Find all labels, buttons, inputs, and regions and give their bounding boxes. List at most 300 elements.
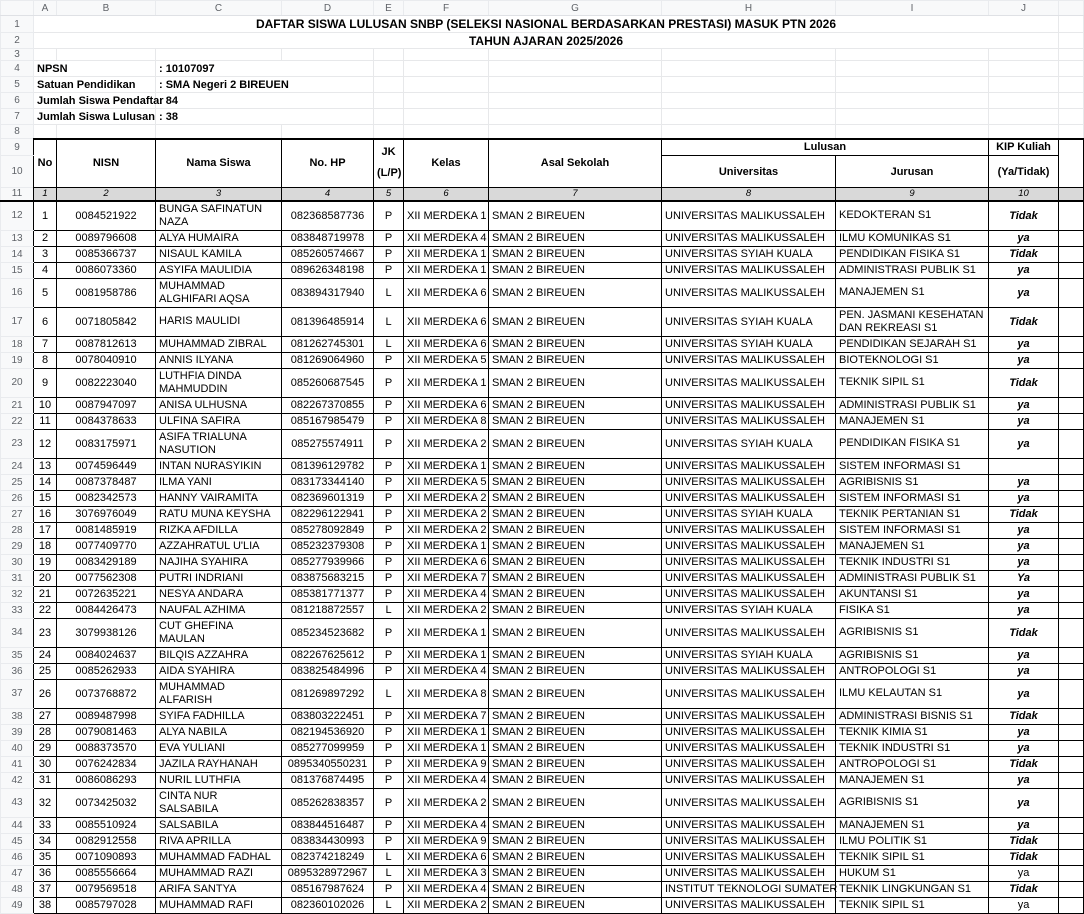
doc-title-line1[interactable]: DAFTAR SISWA LULUSAN SNBP (SELEKSI NASIONAL BERDASARKAN PRESTASI) MASUK PTN 2026 (34, 16, 1059, 33)
cell-no[interactable]: 25 (34, 663, 57, 679)
cell-kelas[interactable]: XII MERDEKA 4 (404, 817, 489, 833)
grid-cell[interactable] (374, 125, 404, 139)
col-header-jurusan[interactable]: Jurusan (836, 156, 989, 188)
cell-jk[interactable]: L (374, 278, 404, 307)
cell-extra[interactable] (1059, 602, 1084, 618)
cell-universitas[interactable]: UNIVERSITAS MALIKUSSALEH (662, 570, 836, 586)
cell-no[interactable]: 12 (34, 429, 57, 458)
cell-asal-sekolah[interactable]: SMAN 2 BIREUEN (489, 522, 662, 538)
cell-universitas[interactable]: INSTITUT TEKNOLOGI SUMATER (662, 881, 836, 897)
cell-kelas[interactable]: XII MERDEKA 4 (404, 230, 489, 246)
cell-no-hp[interactable]: 0895340550231 (282, 756, 374, 772)
cell-kip[interactable]: Tidak (989, 246, 1059, 262)
cell-kelas[interactable]: XII MERDEKA 6 (404, 307, 489, 336)
cell-no-hp[interactable]: 082368587736 (282, 201, 374, 231)
cell-jurusan[interactable]: ILMU POLITIK S1 (836, 833, 989, 849)
cell-nisn[interactable]: 0084024637 (57, 647, 156, 663)
cell-jurusan[interactable]: PENDIDIKAN FISIKA S1 (836, 429, 989, 458)
cell-universitas[interactable]: UNIVERSITAS MALIKUSSALEH (662, 740, 836, 756)
cell-kip[interactable]: ya (989, 522, 1059, 538)
cell-no-hp[interactable]: 0895328972967 (282, 865, 374, 881)
col-number[interactable]: 4 (282, 188, 374, 201)
cell-extra[interactable] (1059, 586, 1084, 602)
cell-nisn[interactable]: 0085262933 (57, 663, 156, 679)
grid-cell[interactable] (404, 93, 489, 109)
cell-extra[interactable] (1059, 458, 1084, 474)
cell-no-hp[interactable]: 085232379308 (282, 538, 374, 554)
cell-nisn[interactable]: 0071090893 (57, 849, 156, 865)
cell-extra[interactable] (1059, 897, 1084, 913)
cell-no[interactable]: 17 (34, 522, 57, 538)
cell-jurusan[interactable]: TEKNIK SIPIL S1 (836, 897, 989, 913)
cell-kip[interactable]: ya (989, 278, 1059, 307)
cell-nisn[interactable]: 0087812613 (57, 336, 156, 352)
cell-nama[interactable]: PUTRI INDRIANI (156, 570, 282, 586)
cell-extra[interactable] (1059, 413, 1084, 429)
cell-kip[interactable]: ya (989, 352, 1059, 368)
cell-no[interactable]: 22 (34, 602, 57, 618)
cell-nisn[interactable]: 0084378633 (57, 413, 156, 429)
row-header[interactable]: 18 (1, 336, 34, 352)
row-header[interactable]: 14 (1, 246, 34, 262)
cell-nisn[interactable]: 0081485919 (57, 522, 156, 538)
cell-universitas[interactable]: UNIVERSITAS MALIKUSSALEH (662, 817, 836, 833)
cell-nama[interactable]: MUHAMMAD RAFI (156, 897, 282, 913)
cell-jk[interactable]: P (374, 570, 404, 586)
cell-nama[interactable]: ANNIS ILYANA (156, 352, 282, 368)
cell-kelas[interactable]: XII MERDEKA 7 (404, 708, 489, 724)
cell-no-hp[interactable]: 082374218249 (282, 849, 374, 865)
row-header[interactable]: 26 (1, 490, 34, 506)
grid-cell[interactable] (836, 77, 989, 93)
grid-cell[interactable] (1059, 125, 1084, 139)
row-header[interactable]: 7 (1, 109, 34, 125)
row-header[interactable]: 9 (1, 139, 34, 156)
cell-extra[interactable] (1059, 368, 1084, 397)
cell-jk[interactable]: P (374, 397, 404, 413)
cell-nama[interactable]: JAZILA RAYHANAH (156, 756, 282, 772)
cell-universitas[interactable]: UNIVERSITAS MALIKUSSALEH (662, 230, 836, 246)
cell-nisn[interactable]: 3079938126 (57, 618, 156, 647)
cell-no-hp[interactable]: 085167985479 (282, 413, 374, 429)
cell-extra[interactable] (1059, 397, 1084, 413)
cell-nisn[interactable]: 0073768872 (57, 679, 156, 708)
cell-kip[interactable]: ya (989, 602, 1059, 618)
cell-jk[interactable]: P (374, 817, 404, 833)
cell-jk[interactable]: L (374, 865, 404, 881)
cell-kelas[interactable]: XII MERDEKA 6 (404, 554, 489, 570)
cell-nama[interactable]: SYIFA FADHILLA (156, 708, 282, 724)
cell-no[interactable]: 18 (34, 538, 57, 554)
cell-jurusan[interactable]: SISTEM INFORMASI S1 (836, 458, 989, 474)
cell-jurusan[interactable]: MANAJEMEN S1 (836, 413, 989, 429)
cell-no[interactable]: 26 (34, 679, 57, 708)
cell-kip[interactable]: ya (989, 724, 1059, 740)
cell-extra[interactable] (1059, 865, 1084, 881)
row-header[interactable]: 11 (1, 188, 34, 201)
cell-jk[interactable]: P (374, 522, 404, 538)
grid-cell[interactable] (836, 109, 989, 125)
cell-nisn[interactable]: 0082912558 (57, 833, 156, 849)
row-header[interactable]: 49 (1, 897, 34, 913)
cell-universitas[interactable]: UNIVERSITAS SYIAH KUALA (662, 429, 836, 458)
cell-no[interactable]: 16 (34, 506, 57, 522)
cell-extra[interactable] (1059, 647, 1084, 663)
cell-no-hp[interactable]: 085275574911 (282, 429, 374, 458)
cell-kelas[interactable]: XII MERDEKA 8 (404, 679, 489, 708)
grid-cell[interactable] (57, 125, 156, 139)
cell-nama[interactable]: RIVA APRILLA (156, 833, 282, 849)
cell-no-hp[interactable]: 081269064960 (282, 352, 374, 368)
cell-nama[interactable]: AIDA SYAHIRA (156, 663, 282, 679)
cell-kip[interactable]: ya (989, 336, 1059, 352)
cell-kip[interactable]: ya (989, 262, 1059, 278)
cell-kip[interactable]: ya (989, 740, 1059, 756)
cell-universitas[interactable]: UNIVERSITAS SYIAH KUALA (662, 506, 836, 522)
cell-jurusan[interactable]: KEDOKTERAN S1 (836, 201, 989, 231)
cell-extra[interactable] (1059, 278, 1084, 307)
cell-jurusan[interactable]: TEKNIK PERTANIAN S1 (836, 506, 989, 522)
cell-jurusan[interactable]: AGRIBISNIS S1 (836, 474, 989, 490)
cell-universitas[interactable]: UNIVERSITAS MALIKUSSALEH (662, 458, 836, 474)
cell-jurusan[interactable]: ADMINISTRASI PUBLIK S1 (836, 262, 989, 278)
cell-no[interactable]: 28 (34, 724, 57, 740)
meta-value-jumlah-lulusan[interactable]: : 38 (156, 109, 374, 125)
cell-extra[interactable] (1059, 506, 1084, 522)
cell-asal-sekolah[interactable]: SMAN 2 BIREUEN (489, 602, 662, 618)
cell-kelas[interactable]: XII MERDEKA 2 (404, 506, 489, 522)
cell-jurusan[interactable]: MANAJEMEN S1 (836, 278, 989, 307)
row-header[interactable]: 15 (1, 262, 34, 278)
row-header[interactable]: 2 (1, 33, 34, 49)
grid-cell[interactable] (404, 77, 489, 93)
cell-no[interactable]: 1 (34, 201, 57, 231)
cell-extra[interactable] (1059, 740, 1084, 756)
cell-kip[interactable]: Tidak (989, 368, 1059, 397)
cell-kip[interactable]: Tidak (989, 618, 1059, 647)
cell-jk[interactable]: P (374, 554, 404, 570)
grid-cell[interactable] (836, 49, 989, 61)
col-number[interactable] (1059, 188, 1084, 201)
cell-kip[interactable]: Tidak (989, 756, 1059, 772)
cell-kip[interactable]: ya (989, 538, 1059, 554)
cell-universitas[interactable]: UNIVERSITAS MALIKUSSALEH (662, 554, 836, 570)
column-header-g[interactable]: G (489, 1, 662, 16)
cell-kelas[interactable]: XII MERDEKA 2 (404, 602, 489, 618)
cell-jk[interactable]: P (374, 429, 404, 458)
cell-no[interactable]: 7 (34, 336, 57, 352)
cell-nisn[interactable]: 0085366737 (57, 246, 156, 262)
cell-jk[interactable]: P (374, 201, 404, 231)
grid-cell[interactable] (1059, 33, 1084, 49)
col-header-nama-siswa[interactable]: Nama Siswa (156, 139, 282, 188)
cell-kelas[interactable]: XII MERDEKA 4 (404, 663, 489, 679)
cell-kip[interactable]: Tidak (989, 506, 1059, 522)
cell-universitas[interactable]: UNIVERSITAS MALIKUSSALEH (662, 663, 836, 679)
cell-nama[interactable]: EVA YULIANI (156, 740, 282, 756)
meta-label-satuan-pendidikan[interactable]: Satuan Pendidikan (34, 77, 156, 93)
cell-universitas[interactable]: UNIVERSITAS MALIKUSSALEH (662, 833, 836, 849)
cell-nama[interactable]: RIZKA AFDILLA (156, 522, 282, 538)
grid-cell[interactable] (34, 125, 57, 139)
cell-extra[interactable] (1059, 881, 1084, 897)
cell-extra[interactable] (1059, 538, 1084, 554)
cell-jurusan[interactable]: ADMINISTRASI PUBLIK S1 (836, 570, 989, 586)
row-header[interactable]: 43 (1, 788, 34, 817)
grid-cell[interactable] (662, 49, 836, 61)
cell-extra[interactable] (1059, 724, 1084, 740)
cell-asal-sekolah[interactable]: SMAN 2 BIREUEN (489, 429, 662, 458)
cell-kip[interactable]: Tidak (989, 708, 1059, 724)
grid-cell[interactable] (1059, 61, 1084, 77)
cell-nama[interactable]: NAUFAL AZHIMA (156, 602, 282, 618)
cell-nama[interactable]: NISAUL KAMILA (156, 246, 282, 262)
cell-nama[interactable]: ASIFA TRIALUNA NASUTION (156, 429, 282, 458)
grid-cell[interactable] (489, 109, 662, 125)
cell-jurusan[interactable]: AGRIBISNIS S1 (836, 618, 989, 647)
cell-kelas[interactable]: XII MERDEKA 8 (404, 413, 489, 429)
cell-kelas[interactable]: XII MERDEKA 1 (404, 368, 489, 397)
cell-jk[interactable]: P (374, 756, 404, 772)
cell-no-hp[interactable]: 081396129782 (282, 458, 374, 474)
cell-nama[interactable]: INTAN NURASYIKIN (156, 458, 282, 474)
grid-cell[interactable] (489, 125, 662, 139)
cell-extra[interactable] (1059, 788, 1084, 817)
cell-kip[interactable]: ya (989, 474, 1059, 490)
row-header[interactable]: 47 (1, 865, 34, 881)
grid-cell[interactable] (404, 49, 489, 61)
grid-cell[interactable] (404, 125, 489, 139)
col-number[interactable]: 5 (374, 188, 404, 201)
cell-jurusan[interactable]: TEKNIK LINGKUNGAN S1 (836, 881, 989, 897)
cell-nisn[interactable]: 0081958786 (57, 278, 156, 307)
doc-title-line2[interactable]: TAHUN AJARAN 2025/2026 (34, 33, 1059, 49)
cell-extra[interactable] (1059, 849, 1084, 865)
cell-nisn[interactable]: 0089796608 (57, 230, 156, 246)
cell-asal-sekolah[interactable]: SMAN 2 BIREUEN (489, 201, 662, 231)
cell-extra[interactable] (1059, 708, 1084, 724)
cell-asal-sekolah[interactable]: SMAN 2 BIREUEN (489, 849, 662, 865)
cell-jurusan[interactable]: ANTROPOLOGI S1 (836, 756, 989, 772)
col-header-jk[interactable] (374, 139, 404, 188)
grid-cell[interactable] (489, 49, 662, 61)
row-header[interactable]: 36 (1, 663, 34, 679)
row-header[interactable]: 21 (1, 397, 34, 413)
cell-jk[interactable]: P (374, 586, 404, 602)
cell-kelas[interactable]: XII MERDEKA 2 (404, 788, 489, 817)
cell-nama[interactable]: RATU MUNA KEYSHA (156, 506, 282, 522)
row-header[interactable]: 39 (1, 724, 34, 740)
grid-cell[interactable] (489, 61, 662, 77)
cell-nama[interactable]: HANNY VAIRAMITA (156, 490, 282, 506)
cell-kelas[interactable]: XII MERDEKA 1 (404, 724, 489, 740)
cell-kelas[interactable]: XII MERDEKA 6 (404, 397, 489, 413)
cell-asal-sekolah[interactable]: SMAN 2 BIREUEN (489, 772, 662, 788)
grid-cell[interactable] (374, 77, 404, 93)
cell-universitas[interactable]: UNIVERSITAS MALIKUSSALEH (662, 278, 836, 307)
cell-no[interactable]: 32 (34, 788, 57, 817)
row-header[interactable]: 48 (1, 881, 34, 897)
cell-no-hp[interactable]: 083834430993 (282, 833, 374, 849)
cell-no[interactable]: 10 (34, 397, 57, 413)
col-number[interactable]: 3 (156, 188, 282, 201)
cell-asal-sekolah[interactable]: SMAN 2 BIREUEN (489, 724, 662, 740)
cell-jk[interactable]: P (374, 368, 404, 397)
cell-asal-sekolah[interactable]: SMAN 2 BIREUEN (489, 230, 662, 246)
cell-kip[interactable]: ya (989, 817, 1059, 833)
cell-universitas[interactable]: UNIVERSITAS SYIAH KUALA (662, 602, 836, 618)
cell-jk[interactable]: P (374, 708, 404, 724)
cell-jk[interactable]: L (374, 307, 404, 336)
cell-nisn[interactable]: 0084521922 (57, 201, 156, 231)
cell-nisn[interactable]: 0074596449 (57, 458, 156, 474)
grid-cell[interactable] (374, 109, 404, 125)
cell-universitas[interactable]: UNIVERSITAS MALIKUSSALEH (662, 586, 836, 602)
cell-no-hp[interactable]: 081376874495 (282, 772, 374, 788)
column-header-k-partial[interactable] (1059, 1, 1084, 16)
row-header[interactable]: 4 (1, 61, 34, 77)
grid-cell[interactable] (836, 125, 989, 139)
cell-universitas[interactable]: UNIVERSITAS SYIAH KUALA (662, 647, 836, 663)
col-number[interactable]: 7 (489, 188, 662, 201)
cell-no-hp[interactable]: 085277939966 (282, 554, 374, 570)
cell-jurusan[interactable]: TEKNIK INDUSTRI S1 (836, 740, 989, 756)
cell-nisn[interactable]: 0077562308 (57, 570, 156, 586)
col-number[interactable]: 8 (662, 188, 836, 201)
cell-no-hp[interactable]: 081396485914 (282, 307, 374, 336)
cell-no[interactable]: 9 (34, 368, 57, 397)
meta-value-satuan-pendidikan[interactable]: : SMA Negeri 2 BIREUEN (156, 77, 374, 93)
cell-no-hp[interactable]: 085260687545 (282, 368, 374, 397)
col-header-kelas[interactable]: Kelas (404, 139, 489, 188)
cell-asal-sekolah[interactable]: SMAN 2 BIREUEN (489, 554, 662, 570)
cell-jurusan[interactable]: ADMINISTRASI BISNIS S1 (836, 708, 989, 724)
grid-cell[interactable] (57, 49, 156, 61)
grid-cell[interactable] (989, 109, 1059, 125)
cell-asal-sekolah[interactable]: SMAN 2 BIREUEN (489, 246, 662, 262)
cell-asal-sekolah[interactable]: SMAN 2 BIREUEN (489, 817, 662, 833)
grid-cell[interactable] (989, 77, 1059, 93)
meta-value-jumlah-pendaftar[interactable]: : 84 (156, 93, 374, 109)
cell-extra[interactable] (1059, 772, 1084, 788)
cell-no[interactable]: 34 (34, 833, 57, 849)
cell-nama[interactable]: BUNGA SAFINATUN NAZA (156, 201, 282, 231)
cell-asal-sekolah[interactable]: SMAN 2 BIREUEN (489, 647, 662, 663)
cell-universitas[interactable]: UNIVERSITAS MALIKUSSALEH (662, 201, 836, 231)
grid-cell[interactable] (489, 93, 662, 109)
cell-kelas[interactable]: XII MERDEKA 1 (404, 246, 489, 262)
row-header[interactable]: 3 (1, 49, 34, 61)
row-header[interactable]: 30 (1, 554, 34, 570)
cell-nisn[interactable]: 0086073360 (57, 262, 156, 278)
grid-cell[interactable] (989, 93, 1059, 109)
cell-kelas[interactable]: XII MERDEKA 6 (404, 849, 489, 865)
cell-nama[interactable]: AZZAHRATUL U'LIA (156, 538, 282, 554)
cell-no-hp[interactable]: 085260574667 (282, 246, 374, 262)
row-header[interactable]: 27 (1, 506, 34, 522)
row-header[interactable]: 40 (1, 740, 34, 756)
cell-no[interactable]: 37 (34, 881, 57, 897)
col-header-no-hp[interactable]: No. HP (282, 139, 374, 188)
cell-kip[interactable]: Tidak (989, 849, 1059, 865)
cell-universitas[interactable]: UNIVERSITAS SYIAH KUALA (662, 307, 836, 336)
col-header-kip-kuliah[interactable]: KIP Kuliah (989, 139, 1059, 156)
cell-asal-sekolah[interactable]: SMAN 2 BIREUEN (489, 618, 662, 647)
row-header[interactable]: 33 (1, 602, 34, 618)
cell-jk[interactable]: L (374, 897, 404, 913)
row-header[interactable]: 31 (1, 570, 34, 586)
cell-nama[interactable]: ANISA ULHUSNA (156, 397, 282, 413)
cell-no[interactable]: 11 (34, 413, 57, 429)
cell-nisn[interactable]: 0085510924 (57, 817, 156, 833)
row-header[interactable]: 37 (1, 679, 34, 708)
cell-nisn[interactable]: 3076976049 (57, 506, 156, 522)
cell-no[interactable]: 4 (34, 262, 57, 278)
cell-jk[interactable]: P (374, 663, 404, 679)
cell-asal-sekolah[interactable]: SMAN 2 BIREUEN (489, 538, 662, 554)
cell-asal-sekolah[interactable]: SMAN 2 BIREUEN (489, 506, 662, 522)
cell-no[interactable]: 23 (34, 618, 57, 647)
cell-kip[interactable]: ya (989, 788, 1059, 817)
cell-kip[interactable]: ya (989, 554, 1059, 570)
col-header-lulusan[interactable]: Lulusan (662, 139, 989, 156)
cell-jk[interactable]: P (374, 538, 404, 554)
cell-no-hp[interactable]: 085234523682 (282, 618, 374, 647)
col-header-no[interactable]: No (34, 139, 57, 188)
row-header[interactable]: 44 (1, 817, 34, 833)
col-number[interactable]: 10 (989, 188, 1059, 201)
row-header[interactable]: 24 (1, 458, 34, 474)
row-header[interactable]: 23 (1, 429, 34, 458)
cell-kip[interactable]: ya (989, 772, 1059, 788)
cell-asal-sekolah[interactable]: SMAN 2 BIREUEN (489, 458, 662, 474)
col-number[interactable]: 6 (404, 188, 489, 201)
cell-jurusan[interactable]: BIOTEKNOLOGI S1 (836, 352, 989, 368)
cell-asal-sekolah[interactable]: SMAN 2 BIREUEN (489, 352, 662, 368)
column-header-e[interactable]: E (374, 1, 404, 16)
cell-universitas[interactable]: UNIVERSITAS MALIKUSSALEH (662, 772, 836, 788)
column-header-j[interactable]: J (989, 1, 1059, 16)
grid-cell[interactable] (282, 49, 374, 61)
cell-asal-sekolah[interactable]: SMAN 2 BIREUEN (489, 336, 662, 352)
cell-nisn[interactable]: 0071805842 (57, 307, 156, 336)
row-header[interactable]: 42 (1, 772, 34, 788)
cell-nama[interactable]: CINTA NUR SALSABILA (156, 788, 282, 817)
cell-no[interactable]: 31 (34, 772, 57, 788)
cell-extra[interactable] (1059, 246, 1084, 262)
grid-cell[interactable] (404, 109, 489, 125)
row-header[interactable]: 38 (1, 708, 34, 724)
cell-jurusan[interactable]: ILMU KOMUNIKAS S1 (836, 230, 989, 246)
cell-asal-sekolah[interactable]: SMAN 2 BIREUEN (489, 740, 662, 756)
cell-jk[interactable]: P (374, 772, 404, 788)
cell-extra[interactable] (1059, 756, 1084, 772)
cell-jurusan[interactable]: AGRIBISNIS S1 (836, 788, 989, 817)
cell-extra[interactable] (1059, 833, 1084, 849)
cell-jk[interactable]: L (374, 679, 404, 708)
cell-extra[interactable] (1059, 679, 1084, 708)
cell-nama[interactable]: BILQIS AZZAHRA (156, 647, 282, 663)
cell-kip[interactable]: ya (989, 865, 1059, 881)
cell-jurusan[interactable]: ANTROPOLOGI S1 (836, 663, 989, 679)
cell-jk[interactable]: P (374, 506, 404, 522)
cell-universitas[interactable]: UNIVERSITAS MALIKUSSALEH (662, 618, 836, 647)
cell-jk[interactable]: P (374, 262, 404, 278)
cell-no[interactable]: 20 (34, 570, 57, 586)
cell-no[interactable]: 13 (34, 458, 57, 474)
cell-jk[interactable]: P (374, 246, 404, 262)
cell-asal-sekolah[interactable]: SMAN 2 BIREUEN (489, 756, 662, 772)
